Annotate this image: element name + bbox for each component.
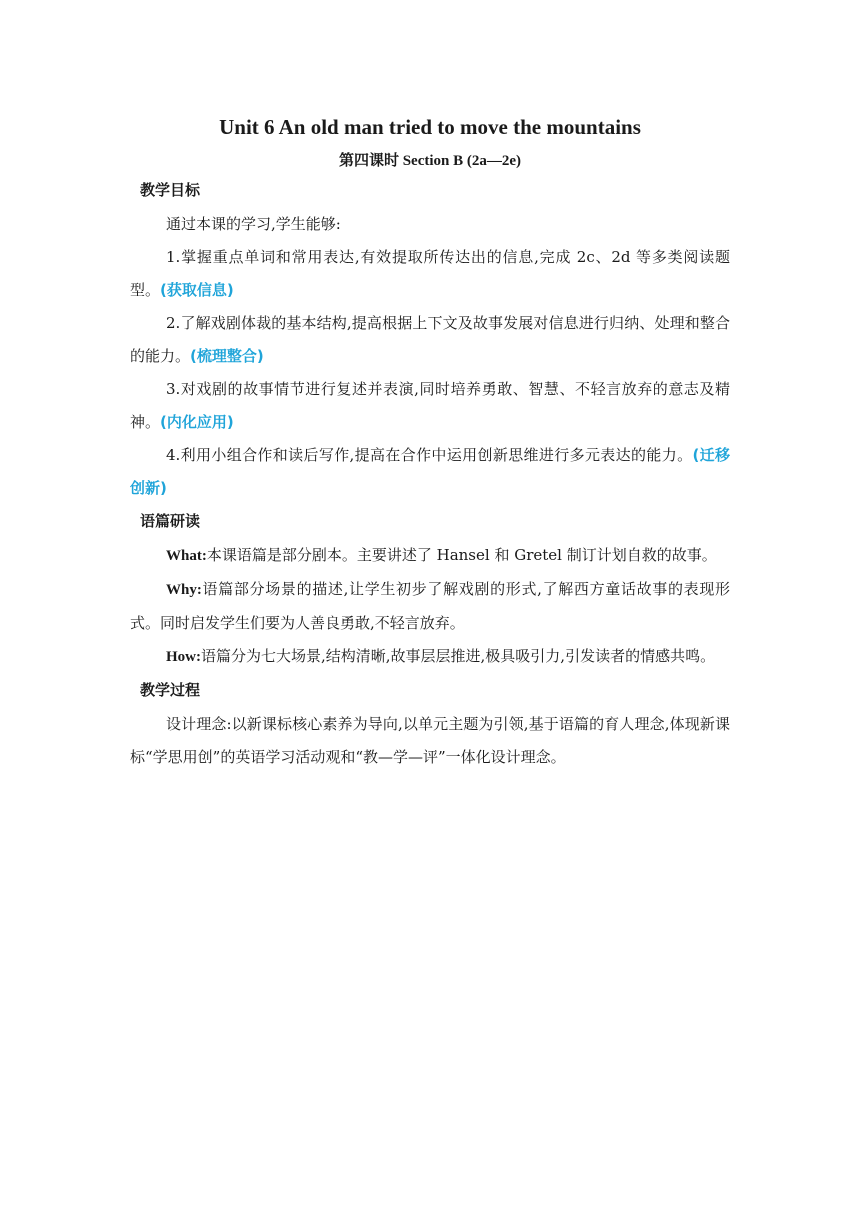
goal-tag: (迁移创新) [130, 446, 730, 497]
goal-text: 3.对戏剧的故事情节进行复述并表演,同时培养勇敢、智慧、不轻言放弃的意志及精神。 [130, 380, 730, 431]
goal-text: 2.了解戏剧体裁的基本结构,提高根据上下文及故事发展对信息进行归纳、处理和整合的能力。 [130, 314, 730, 365]
analysis-lead: Why: [166, 582, 202, 598]
document-page [130, 112, 730, 774]
goal-item [130, 373, 730, 439]
goal-item [130, 439, 730, 505]
analysis-lead: What: [166, 548, 207, 564]
goal-item [130, 307, 730, 373]
document-title: Unit 6 An old man tried to move the mountains [219, 115, 641, 139]
goals-intro: 通过本课的学习,学生能够: [166, 215, 341, 233]
analysis-how [130, 640, 730, 674]
process-text: 设计理念:以新课标核心素养为导向,以单元主题为引领,基于语篇的育人理念,体现新课标“学思用创”的英语学习活动观和“教—学—评”一体化设计理念。 [130, 715, 730, 766]
goal-tag: (获取信息) [160, 281, 234, 299]
document-subtitle: 第四课时 Section B (2a—2e) [338, 153, 522, 169]
section-heading-analysis: 语篇研读 [140, 512, 201, 530]
analysis-lead: How: [166, 649, 201, 665]
goal-text: 1.掌握重点单词和常用表达,有效提取所传达出的信息,完成 2c、2d 等多类阅读题型。 [130, 248, 730, 299]
goal-text: 4.利用小组合作和读后写作,提高在合作中运用创新思维进行多元表达的能力。 [166, 446, 693, 464]
analysis-why [130, 573, 730, 640]
section-heading-goals: 教学目标 [140, 181, 201, 199]
goal-tag: (内化应用) [160, 413, 234, 431]
analysis-text: 语篇分为七大场景,结构清晰,故事层层推进,极具吸引力,引发读者的情感共鸣。 [201, 647, 716, 665]
section-heading-process: 教学过程 [140, 681, 201, 699]
goal-item [130, 241, 730, 307]
analysis-text: 本课语篇是部分剧本。主要讲述了 Hansel 和 Gretel 制订计划自救的故事。 [206, 546, 717, 564]
analysis-text: 语篇部分场景的描述,让学生初步了解戏剧的形式,了解西方童话故事的表现形式。同时启发学生们要为人善良勇敢,不轻言放弃。 [130, 580, 730, 632]
goal-tag: (梳理整合) [190, 347, 264, 365]
analysis-what [130, 539, 730, 573]
